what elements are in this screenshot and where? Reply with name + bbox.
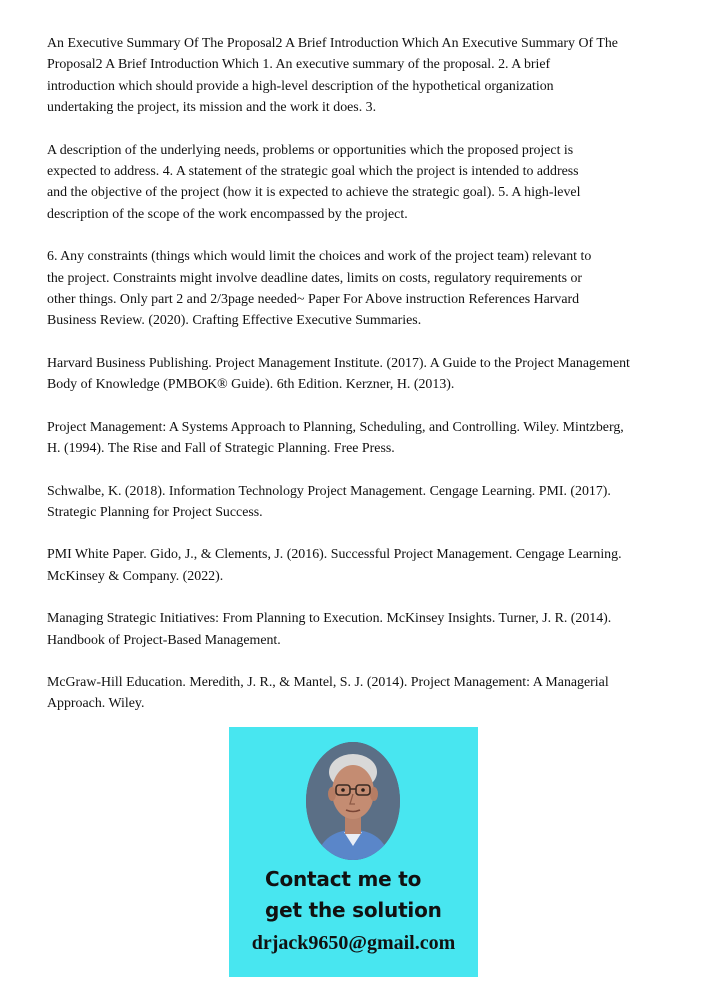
text-line: Body of Knowledge (PMBOK® Guide). 6th Edition. Kerzner, H. (2013). <box>47 377 455 393</box>
text-line: Approach. Wiley. <box>47 696 145 712</box>
reference-paragraph <box>47 353 662 396</box>
portrait-illustration <box>306 742 400 860</box>
reference-paragraph <box>47 672 662 715</box>
text-line: A description of the underlying needs, problems or opportunities which the proposed project is <box>47 142 574 158</box>
reference-paragraph <box>47 544 662 587</box>
reference-paragraph <box>47 608 662 651</box>
document-body <box>47 33 662 736</box>
text-line: Business Review. (2020). Crafting Effective Executive Summaries. <box>47 313 422 329</box>
text-line: other things. Only part 2 and 2/3page needed~ Paper For Above instruction References Harvard <box>47 292 580 308</box>
portrait-photo <box>306 742 400 860</box>
text-line: Harvard Business Publishing. Project Management Institute. (2017). A Guide to the Project Management <box>47 355 630 371</box>
reference-paragraph <box>47 417 662 460</box>
text-line: the project. Constraints might involve deadline dates, limits on costs, regulatory requirements or <box>47 270 583 286</box>
paragraph <box>47 140 662 226</box>
paragraph <box>47 246 662 332</box>
text-line: An Executive Summary Of The Proposal2 A Brief Introduction Which An Executive Summary Of The <box>47 36 618 51</box>
text-line: Strategic Planning for Project Success. <box>47 504 263 520</box>
advert-subheadline: get the solution <box>265 898 442 922</box>
text-line: Handbook of Project-Based Management. <box>47 632 281 648</box>
reference-paragraph <box>47 481 662 524</box>
text-line: Proposal2 A Brief Introduction Which 1. An executive summary of the proposal. 2. A brief <box>47 57 551 73</box>
text-line: McKinsey & Company. (2022). <box>47 568 224 584</box>
advert-headline: Contact me to <box>265 867 422 891</box>
text-line: H. (1994). The Rise and Fall of Strategic Planning. Free Press. <box>47 441 395 457</box>
contact-email[interactable]: drjack9650@gmail.com <box>251 932 456 954</box>
text-line: introduction which should provide a high-level description of the hypothetical organization <box>47 78 554 94</box>
text-line: undertaking the project, its mission and the work it does. 3. <box>47 100 377 116</box>
text-line: expected to address. 4. A statement of the strategic goal which the project is intended to address <box>47 164 579 180</box>
text-line: 6. Any constraints (things which would limit the choices and work of the project team) relevant to <box>47 249 592 265</box>
text-line: Schwalbe, K. (2018). Information Technology Project Management. Cengage Learning. PMI. (2017). <box>47 483 611 499</box>
paragraph <box>47 33 662 119</box>
contact-advert[interactable] <box>229 727 478 977</box>
text-line: description of the scope of the work encompassed by the project. <box>47 206 408 222</box>
text-line: Managing Strategic Initiatives: From Planning to Execution. McKinsey Insights. Turner, J. R. (2014). <box>47 611 612 627</box>
text-line: McGraw-Hill Education. Meredith, J. R., & Mantel, S. J. (2014). Project Management: A Managerial <box>47 674 609 690</box>
text-line: and the objective of the project (how it is expected to achieve the strategic goal). 5. A high-level <box>47 185 581 201</box>
text-line: Project Management: A Systems Approach to Planning, Scheduling, and Controlling. Wiley. Mintzberg, <box>47 419 624 435</box>
text-line: PMI White Paper. Gido, J., & Clements, J. (2016). Successful Project Management. Cengage Learning. <box>47 547 622 563</box>
